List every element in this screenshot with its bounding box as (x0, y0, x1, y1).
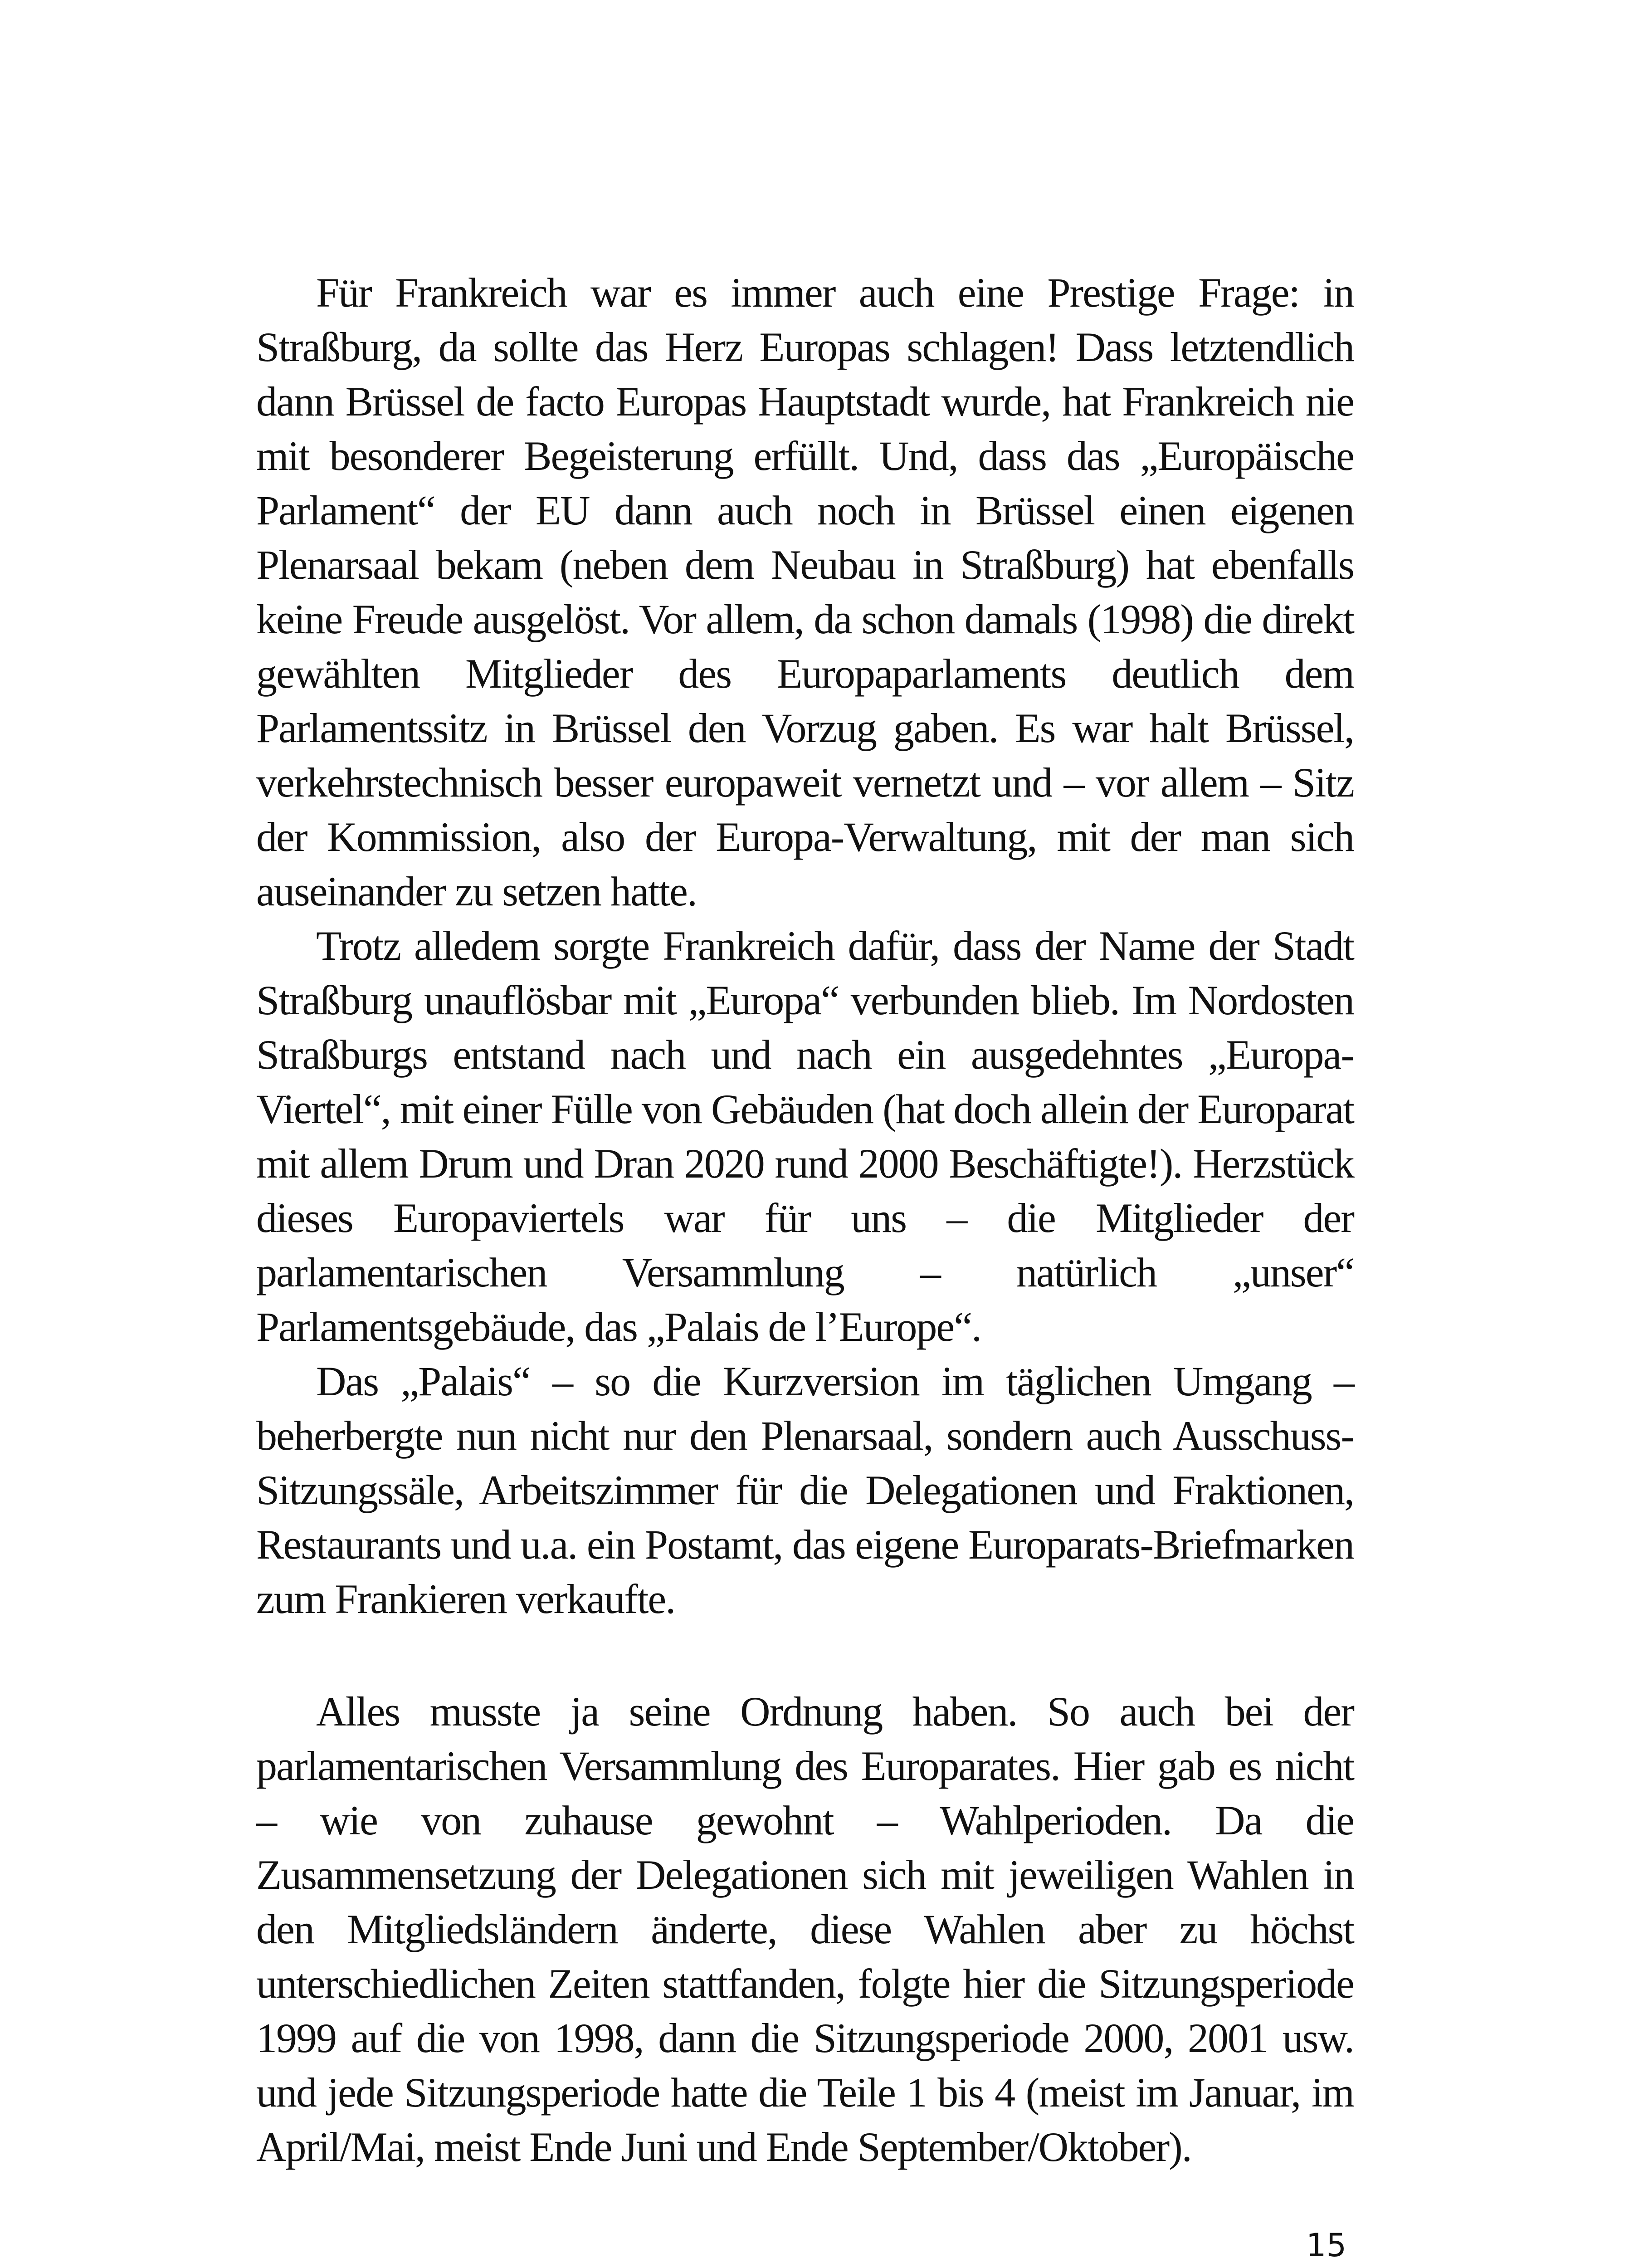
section-break (256, 1626, 1354, 1684)
body-text (256, 265, 1354, 2174)
paragraph-1: Für Frankreich war es immer auch eine Prestige Frage: in Straßburg, da sollte das Herz Europas schlagen! Dass letztendlich dann Brüssel de facto Europas Hauptstadt wurde, hat Frankreich nie mit besonderer Begeisterung erfüllt. Und, dass das „Europäische Parlament“ der EU dann auch noch in Brüssel einen eigenen Plenarsaal bekam (neben dem Neubau in Straßburg) hat ebenfalls keine Freude ausgelöst. Vor allem, da schon damals (1998) die direkt gewählten Mitglieder des Europaparlaments deutlich dem Parlamentssitz in Brüssel den Vorzug gaben. Es war halt Brüssel, verkehrstechnisch besser europaweit vernetzt und – vor allem – Sitz der Kommission, also der Europa-Verwaltung, mit der man sich auseinander zu setzen hatte. (256, 269, 1354, 914)
paragraph-4: Alles musste ja seine Ordnung haben. So auch bei der parlamentarischen Versammlung des Europarates. Hier gab es nicht – wie von zuhause gewohnt – Wahlperioden. Da die Zusammensetzung der Delegationen sich mit jeweiligen Wahlen in den Mitgliedsländern änderte, diese Wahlen aber zu höchst unterschiedlichen Zeiten stattfanden, folgte hier die Sitzungsperiode 1999 auf die von 1998, dann die Sitzungsperiode 2000, 2001 usw. und jede Sitzungsperiode hatte die Teile 1 bis 4 (meist im Januar, im April/Mai, meist Ende Juni und Ende September/Oktober). (256, 1688, 1354, 2170)
page-number: 15 (1306, 2227, 1347, 2264)
paragraph-2: Trotz alledem sorgte Frankreich dafür, dass der Name der Stadt Straßburg unauflösbar mit „Europa“ verbunden blieb. Im Nordosten Straßburgs entstand nach und nach ein ausgedehntes „Europa-Viertel“, mit einer Fülle von Gebäuden (hat doch allein der Europarat mit allem Drum und Dran 2020 rund 2000 Beschäftigte!). Herzstück dieses Europaviertels war für uns – die Mitglieder der parlamentarischen Versammlung – natürlich „unser“ Parlamentsgebäude, das „Palais de l’Europe“. (256, 923, 1354, 1350)
paragraph-3: Das „Palais“ – so die Kurzversion im täglichen Umgang – beherbergte nun nicht nur den Plenarsaal, sondern auch Ausschuss-Sitzungssäle, Arbeitszimmer für die Delegationen und Fraktionen, Restaurants und u.a. ein Postamt, das eigene Europarats-Briefmarken zum Frankieren verkaufte. (256, 1358, 1354, 1622)
